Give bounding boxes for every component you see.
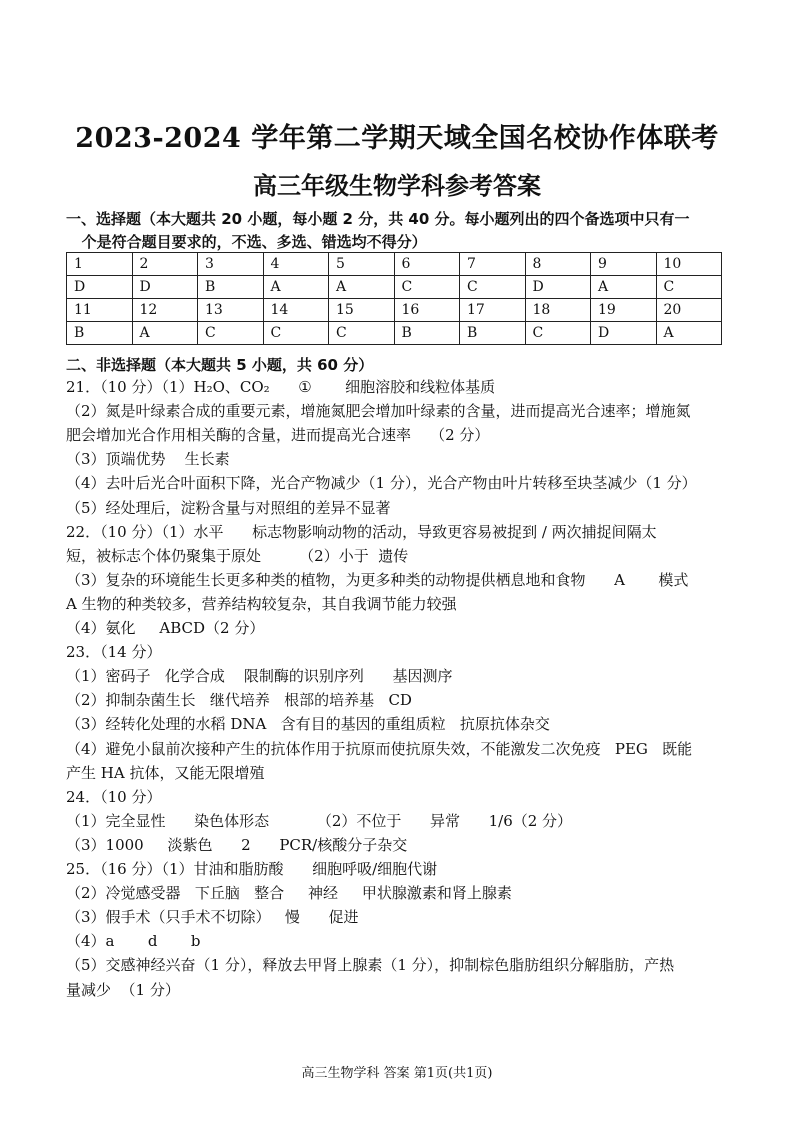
- answer-line: 22．（10 分）（1）水平 标志物影响动物的活动，导致更容易被捉到 / 两次捕捉间隔太: [66, 522, 657, 541]
- answer-cell: C: [460, 276, 526, 299]
- question-number-cell: 19: [591, 299, 657, 322]
- answer-cell: A: [329, 276, 395, 299]
- answer-cell: D: [525, 276, 591, 299]
- section1-heading-cont: 个是符合题目要求的，不选、多选、错选均不得分）: [66, 233, 427, 251]
- answer-line: （4）氨化 ABCD（2 分）: [66, 619, 265, 637]
- answer-line: （3）1000 淡紫色 2 PCR/核酸分子杂交: [66, 835, 408, 854]
- answer-cell: B: [198, 276, 264, 299]
- answer-cell: A: [263, 276, 329, 299]
- answer-line: 短，被标志个体仍聚集于原处 （2）小于 遗传: [66, 546, 409, 565]
- answer-line: （2）冷觉感受器 下丘脑 整合 神经 甲状腺激素和肾上腺素: [66, 884, 512, 903]
- question-number-cell: 4: [263, 253, 329, 276]
- question-number-row: [67, 299, 722, 322]
- answer-line: （3）假手术（只手术不切除） 慢 促进: [66, 908, 359, 927]
- answer-cell: B: [460, 322, 526, 345]
- question-number-cell: 10: [656, 253, 722, 276]
- answer-cell: B: [394, 322, 460, 345]
- answer-line: （4）a d b: [66, 932, 201, 951]
- question-number-cell: 1: [67, 253, 133, 276]
- section2-heading: 二、非选择题（本大题共 5 小题，共 60 分）: [66, 356, 374, 374]
- question-number-cell: 13: [198, 299, 264, 322]
- answer-line: （3）复杂的环境能生长更多种类的植物，为更多种类的动物提供栖息地和食物 A 模式: [66, 570, 689, 589]
- answer-row: [67, 276, 722, 299]
- question-number-row: [67, 253, 722, 276]
- answer-line: （1）密码子 化学合成 限制酶的识别序列 基因测序: [66, 667, 453, 686]
- answer-cell: C: [525, 322, 591, 345]
- answer-line: （1）完全显性 染色体形态 （2）不位于 异常 1/6（2 分）: [66, 811, 573, 830]
- answer-cell: C: [394, 276, 460, 299]
- answer-cell: A: [656, 322, 722, 345]
- question-number-cell: 9: [591, 253, 657, 276]
- page-footer: 高三生物学科 答案 第1页(共1页): [301, 1066, 493, 1081]
- question-number-cell: 6: [394, 253, 460, 276]
- question-number-cell: 16: [394, 299, 460, 322]
- answer-cell: D: [67, 276, 133, 299]
- answer-cell: C: [198, 322, 264, 345]
- question-number-cell: 3: [198, 253, 264, 276]
- answer-line: （5）经处理后，淀粉含量与对照组的差异不显著: [66, 498, 391, 517]
- question-number-cell: 17: [460, 299, 526, 322]
- answer-cell: C: [329, 322, 395, 345]
- question-number-cell: 5: [329, 253, 395, 276]
- question-number-cell: 12: [132, 299, 198, 322]
- question-number-cell: 7: [460, 253, 526, 276]
- answer-table: [66, 252, 722, 345]
- answer-cell: A: [132, 322, 198, 345]
- answer-line: （4）去叶后光合叶面积下降，光合产物减少（1 分），光合产物由叶片转移至块茎减少（1 分）: [66, 474, 697, 493]
- answer-line: （5）交感神经兴奋（1 分），释放去甲肾上腺素（1 分），抑制棕色脂肪组织分解脂肪，产热: [66, 956, 675, 975]
- answer-cell: D: [591, 322, 657, 345]
- answer-line: （3）经转化处理的水稻 DNA 含有目的基因的重组质粒 抗原抗体杂交: [66, 715, 550, 734]
- answer-line: 肥会增加光合作用相关酶的含量，进而提高光合速率 （2 分）: [66, 426, 490, 445]
- answer-cell: A: [591, 276, 657, 299]
- answer-cell: C: [656, 276, 722, 299]
- answer-cell: C: [263, 322, 329, 345]
- answer-line: 24．（10 分）: [66, 787, 162, 806]
- document-title: 2023-2024 学年第二学期天域全国名校协作体联考: [75, 123, 719, 154]
- answer-line: 产生 HA 抗体，又能无限增殖: [66, 763, 265, 782]
- question-number-cell: 18: [525, 299, 591, 322]
- section1-heading: 一、选择题（本大题共 20 小题，每小题 2 分，共 40 分。每小题列出的四个备选项中只有一: [66, 210, 690, 228]
- question-number-cell: 8: [525, 253, 591, 276]
- answer-row: [67, 322, 722, 345]
- answer-line: 25．（16 分）（1）甘油和脂肪酸 细胞呼吸/细胞代谢: [66, 860, 438, 878]
- answer-line: 量减少 （1 分）: [66, 980, 180, 999]
- answer-cell: B: [67, 322, 133, 345]
- answer-line: A 生物的种类较多，营养结构较复杂，其自我调节能力较强: [66, 594, 457, 613]
- question-number-cell: 15: [329, 299, 395, 322]
- answer-line: （2）抑制杂菌生长 继代培养 根部的培养基 CD: [66, 691, 412, 710]
- answer-line: （2）氮是叶绿素合成的重要元素，增施氮肥会增加叶绿素的含量，进而提高光合速率；增施氮: [66, 402, 691, 421]
- answer-line: 21．（10 分）（1）H₂O、CO₂ ① 细胞溶胶和线粒体基质: [66, 378, 496, 396]
- answer-line: （4）避免小鼠前次接种产生的抗体作用于抗原而使抗原失效，不能激发二次免疫 PEG 既能: [66, 739, 693, 758]
- question-number-cell: 14: [263, 299, 329, 322]
- answer-line: 23．（14 分）: [66, 643, 162, 662]
- answer-cell: D: [132, 276, 198, 299]
- question-number-cell: 2: [132, 253, 198, 276]
- document-subtitle: 高三年级生物学科参考答案: [253, 171, 541, 200]
- question-number-cell: 20: [656, 299, 722, 322]
- question-number-cell: 11: [67, 299, 133, 322]
- answer-line: （3）顶端优势 生长素: [66, 450, 230, 469]
